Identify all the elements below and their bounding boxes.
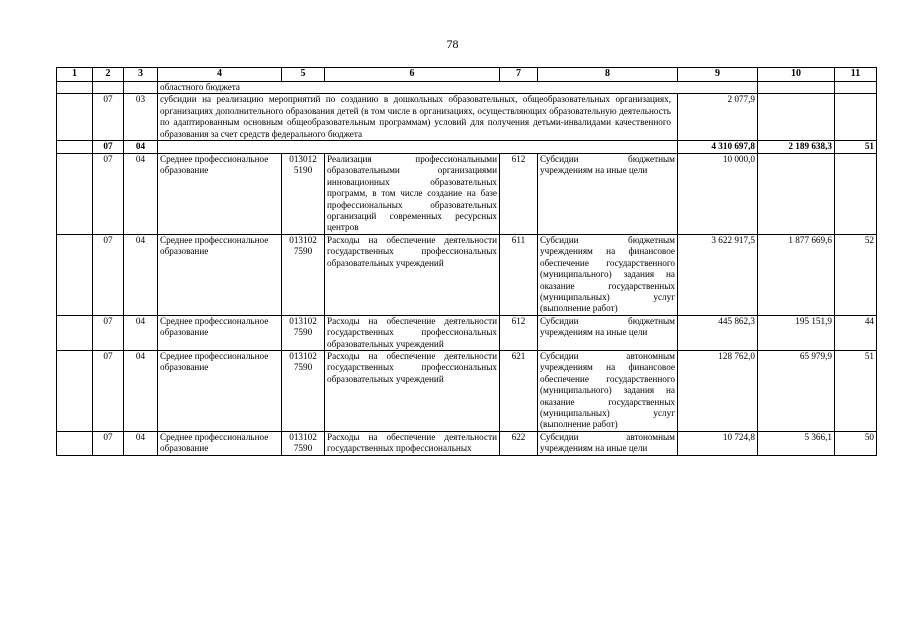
plan-amount: 3 622 917,5: [678, 234, 758, 315]
expense-type-name: Субсидии бюджетным учреждениям на иные цели: [538, 154, 678, 235]
header-cell: 1: [57, 68, 93, 82]
section-code: 07: [93, 431, 124, 455]
executed-amount: 5 366,1: [758, 431, 835, 455]
section-name: Среднее профессиональное образование: [158, 431, 282, 455]
section-name: Среднее профессиональное образование: [158, 350, 282, 431]
target-article: 013102 7590: [282, 234, 325, 315]
section-code: 07: [93, 154, 124, 235]
header-cell: 4: [158, 68, 282, 82]
percent-executed: 51: [835, 141, 877, 154]
header-cell: 3: [124, 68, 158, 82]
subsection-code: 03: [124, 94, 158, 141]
table-row: [57, 431, 877, 455]
header-cell: 7: [500, 68, 538, 82]
target-article: 013102 7590: [282, 315, 325, 350]
budget-table: [56, 67, 877, 456]
section-code: 07: [93, 141, 124, 154]
expense-type-name: Субсидии бюджетным учреждениям на иные цели: [538, 315, 678, 350]
section-code: 07: [93, 350, 124, 431]
section-name: Среднее профессиональное образование: [158, 234, 282, 315]
header-cell: 11: [835, 68, 877, 82]
expense-type-name: Субсидии автономным учреждениям на финансовое обеспечение государственного (муниципального) задания на оказание государственных (муниципальных) услуг (выполнение работ): [538, 350, 678, 431]
expense-description: Расходы на обеспечение деятельности государственных профессиональных образовательных учреждений: [325, 350, 500, 431]
plan-amount: 10 000,0: [678, 154, 758, 235]
section-total-row: [57, 141, 877, 154]
header-cell: 2: [93, 68, 124, 82]
percent-executed: 44: [835, 315, 877, 350]
percent-executed: 51: [835, 350, 877, 431]
subsection-code: 04: [124, 141, 158, 154]
expense-description: Расходы на обеспечение деятельности государственных профессиональных образовательных учреждений: [325, 315, 500, 350]
subsection-code: 04: [124, 154, 158, 235]
section-name: Среднее профессиональное образование: [158, 315, 282, 350]
header-cell: 6: [325, 68, 500, 82]
page-number: 78: [446, 37, 459, 51]
expense-description: Расходы на обеспечение деятельности государственных профессиональных: [325, 431, 500, 455]
expense-type-code: 622: [500, 431, 538, 455]
subsidy-description: субсидии на реализацию мероприятий по созданию в дошкольных образовательных, общеобразовательных организациях, организациях дополнительного образования детей (в том числе в организациях, осуществляющих образовательную деятельность по адаптированным основным общеобразовательным программам) условий для получения детьми-инвалидами качественного образования за счет средств федерального бюджета: [158, 94, 678, 141]
subsection-code: 04: [124, 350, 158, 431]
expense-type-code: 612: [500, 154, 538, 235]
table-row: [57, 315, 877, 350]
expense-description: Расходы на обеспечение деятельности государственных профессиональных образовательных учреждений: [325, 234, 500, 315]
target-article: 013012 5190: [282, 154, 325, 235]
executed-amount: 1 877 669,6: [758, 234, 835, 315]
table-row: [57, 234, 877, 315]
continuation-row: [57, 82, 877, 94]
executed-amount: [758, 154, 835, 235]
percent-executed: [835, 154, 877, 235]
section-code: 07: [93, 234, 124, 315]
expense-type-code: 612: [500, 315, 538, 350]
expense-type-name: Субсидии автономным учреждениям на иные цели: [538, 431, 678, 455]
expense-type-name: Субсидии бюджетным учреждениям на финансовое обеспечение государственного (муниципального) задания на оказание государственных (муниципальных) услуг (выполнение работ): [538, 234, 678, 315]
executed-amount: 195 151,9: [758, 315, 835, 350]
plan-amount: 445 862,3: [678, 315, 758, 350]
expense-type-code: 611: [500, 234, 538, 315]
executed-amount: 2 189 638,3: [758, 141, 835, 154]
subsection-code: 04: [124, 431, 158, 455]
header-cell: 5: [282, 68, 325, 82]
plan-amount: 10 724,8: [678, 431, 758, 455]
expense-description: Реализация профессиональными образовательными организациями инновационных образовательных программ, в том числе создание на базе профессиональных образовательных организаций современных ресурсных центров: [325, 154, 500, 235]
subsection-code: 04: [124, 234, 158, 315]
section-code: 07: [93, 94, 124, 141]
percent-executed: 50: [835, 431, 877, 455]
header-row: [57, 68, 877, 82]
target-article: 013102 7590: [282, 431, 325, 455]
section-code: 07: [93, 315, 124, 350]
table-row: [57, 154, 877, 235]
subsidy-row: [57, 94, 877, 141]
target-article: 013102 7590: [282, 350, 325, 431]
plan-amount: 4 310 697,8: [678, 141, 758, 154]
plan-amount: 2 077,9: [678, 94, 758, 141]
executed-amount: 65 979,9: [758, 350, 835, 431]
continuation-text: областного бюджета: [158, 82, 758, 94]
header-cell: 9: [678, 68, 758, 82]
expense-type-code: 621: [500, 350, 538, 431]
subsection-code: 04: [124, 315, 158, 350]
plan-amount: 128 762,0: [678, 350, 758, 431]
percent-executed: 52: [835, 234, 877, 315]
header-cell: 10: [758, 68, 835, 82]
section-name: Среднее профессиональное образование: [158, 154, 282, 235]
header-cell: 8: [538, 68, 678, 82]
table-row: [57, 350, 877, 431]
